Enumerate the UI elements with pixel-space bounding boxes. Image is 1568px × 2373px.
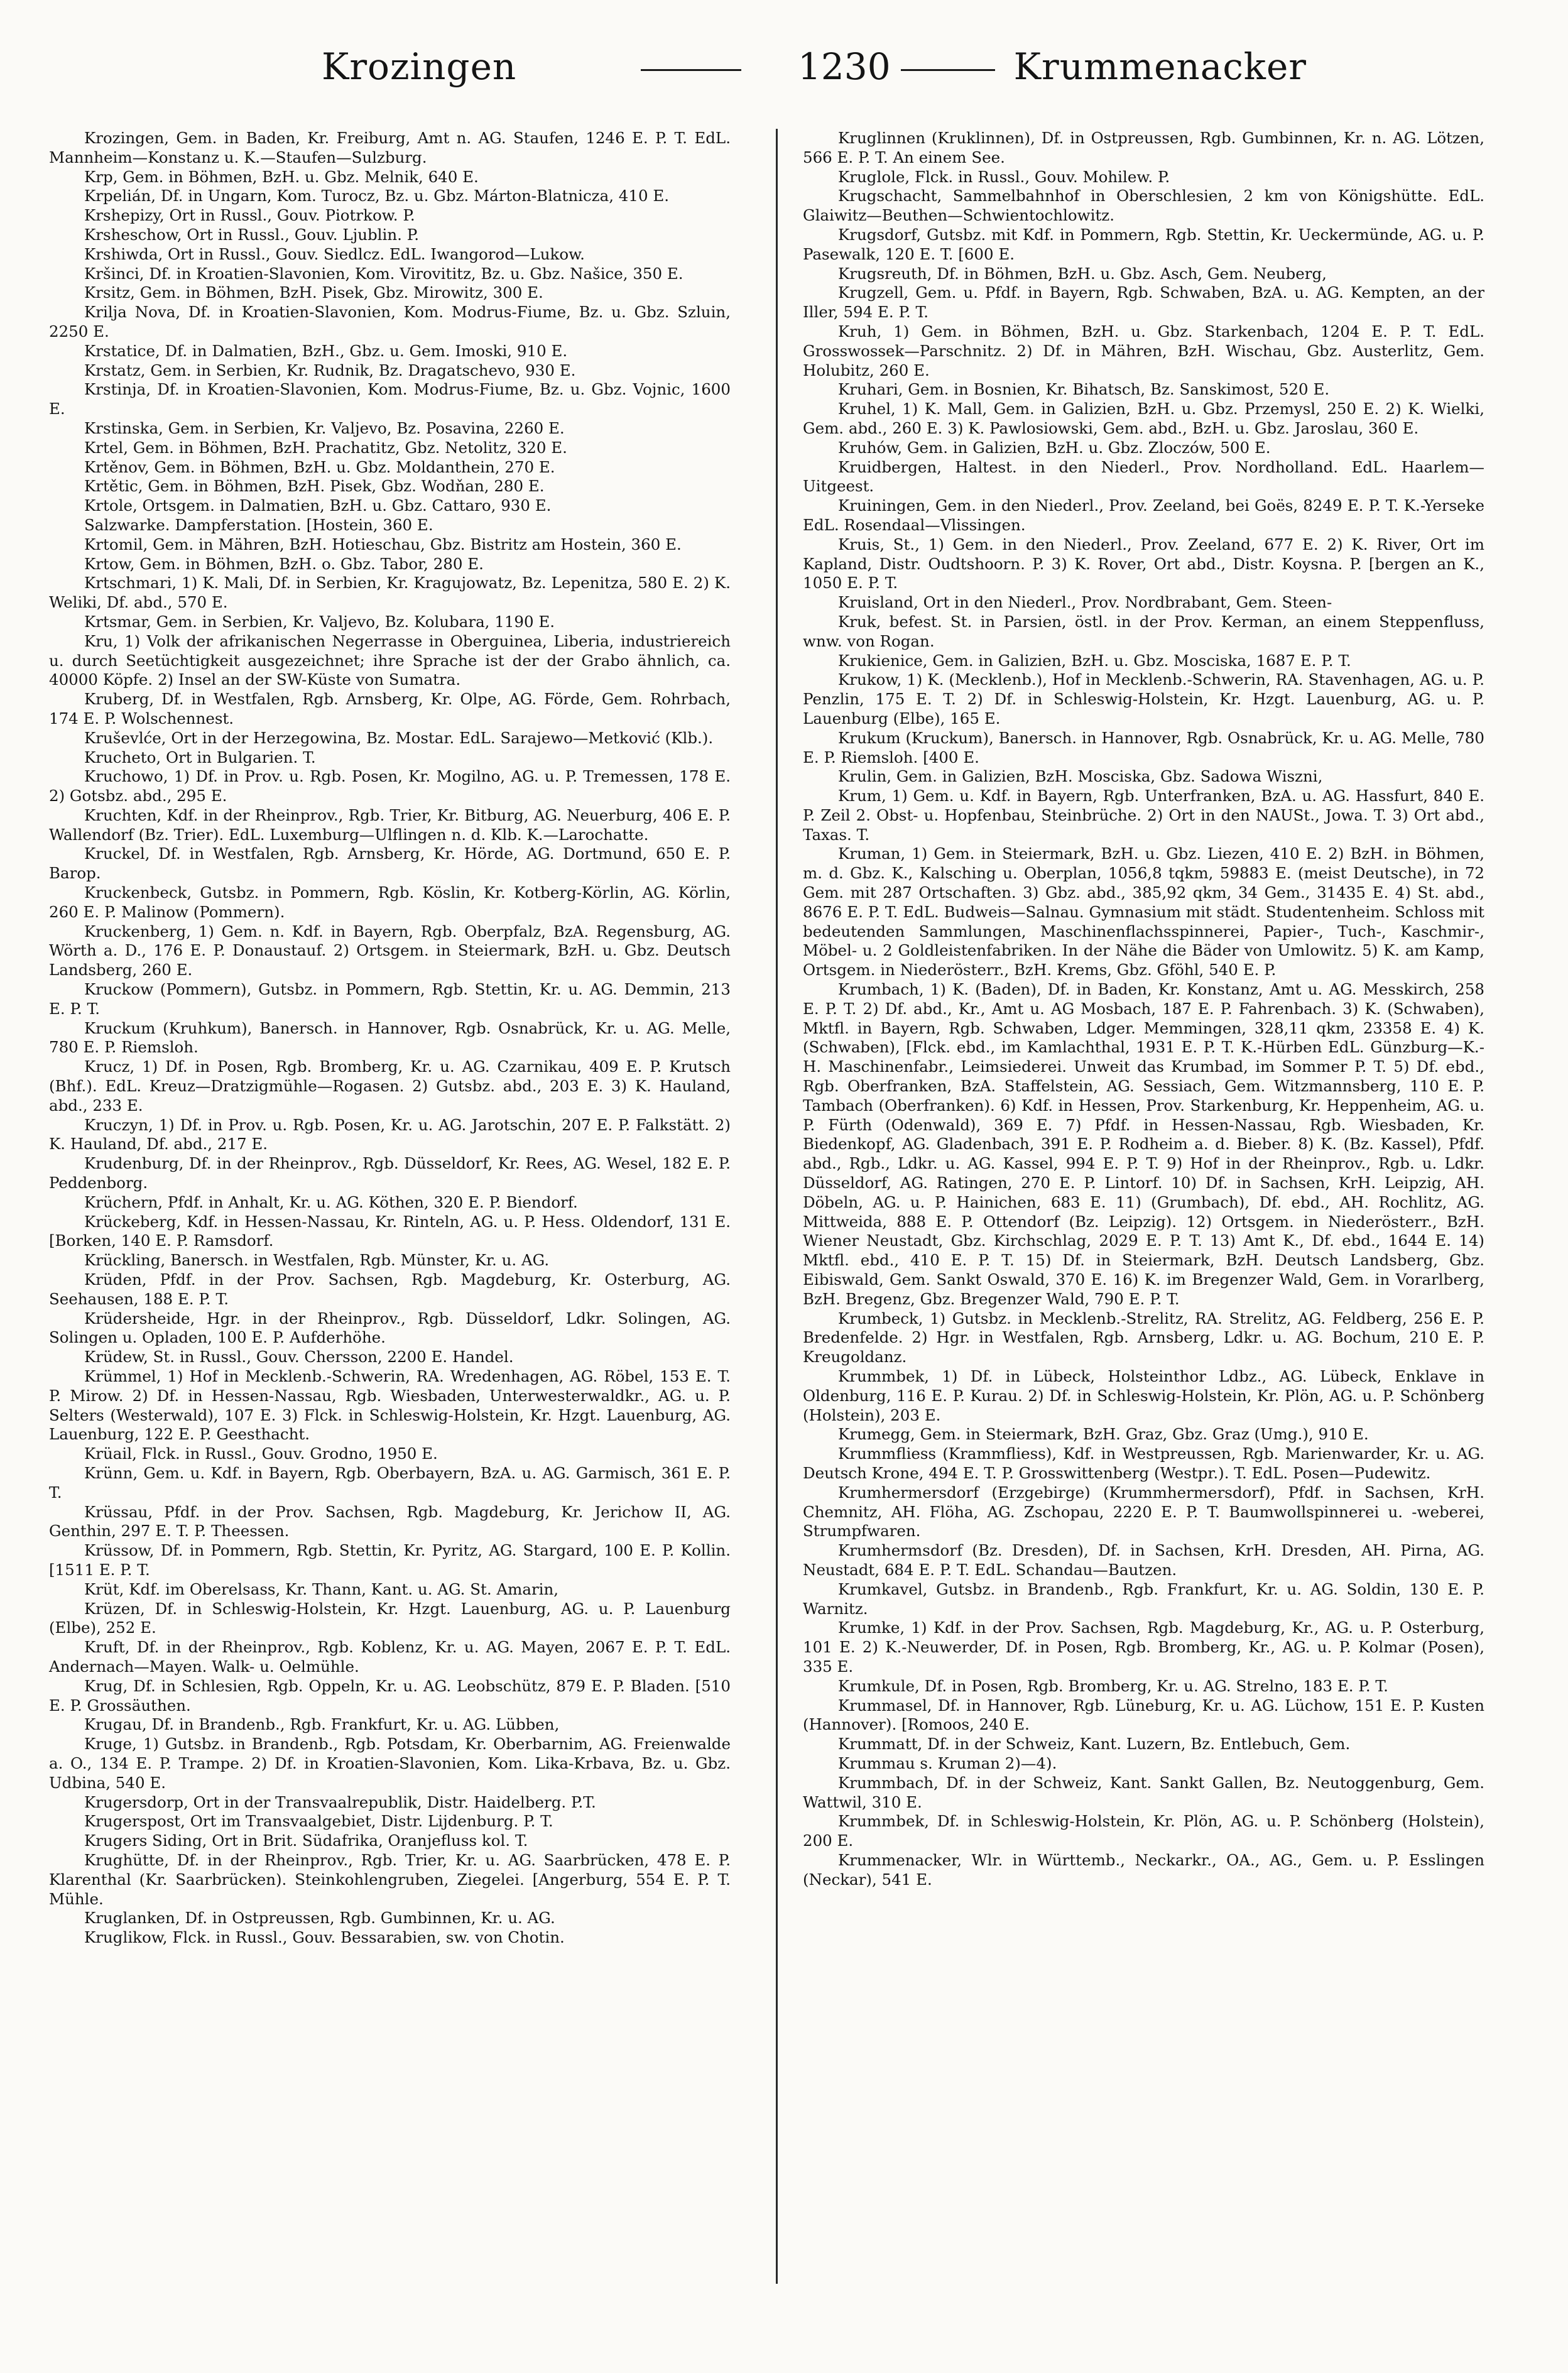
column-divider: [776, 129, 778, 2284]
dictionary-entry: Krstatz, Gem. in Serbien, Kr. Rudnik, Bz. Dragatschevo, 930 E.: [84, 361, 576, 379]
dictionary-entry: Kruiningen, Gem. in den Niederl., Prov. Zeeland, bei Goës, 8249 E. P. T. K.-Yerseke EdL. Rosendaal—Vlissingen.: [803, 496, 1484, 534]
dictionary-entry: Krüdew, St. in Russl., Gouv. Chersson, 2200 E. Handel.: [84, 1348, 514, 1367]
dictionary-entry: Kruglole, Flck. in Russl., Gouv. Mohilew. P.: [838, 167, 1170, 186]
dictionary-entry: Krugau, Df. in Brandenb., Rgb. Frankfurt, Kr. u. AG. Lübben,: [84, 1715, 560, 1734]
dictionary-entry: Krshepizy, Ort in Russl., Gouv. Piotrkow. P.: [84, 206, 415, 225]
dictionary-entry: Krummatt, Df. in der Schweiz, Kant. Luzern, Bz. Entlebuch, Gem.: [838, 1735, 1351, 1754]
dictionary-entry: Kruckow (Pommern), Gutsbz. in Pommern, Rgb. Stettin, Kr. u. AG. Demmin, 213 E. P. T.: [49, 980, 731, 1018]
dictionary-entry: Krüchern, Pfdf. in Anhalt, Kr. u. AG. Köthen, 320 E. P. Biendorf.: [84, 1192, 578, 1211]
dictionary-entry: Kruis, St., 1) Gem. in den Niederl., Prov. Zeeland, 677 E. 2) K. River, Ort im Kapland, Distr. Oudtshoorn. P. 3) K. Rover, Ort abd., Distr. Koysna. P. [bergen an K., 1050 E. P. T.: [803, 535, 1484, 592]
dictionary-entry: Krüssow, Df. in Pommern, Rgb. Stettin, Kr. Pyritz, AG. Stargard, 100 E. P. Kollin. [1511 E. P. T.: [49, 1541, 731, 1579]
dictionary-entry: Krsitz, Gem. in Böhmen, BzH. Pisek, Gbz. Mirowitz, 300 E.: [84, 283, 543, 302]
dictionary-entry: Krumbach, 1) K. (Baden), Df. in Baden, Kr. Konstanz, Amt u. AG. Messkirch, 258 E. P. T. 2) Df. abd., Kr., Amt u. AG Mosbach, 187 E. P. Fahrenbach. 3) K. (Schwaben), Mktfl. in Bayern, Rgb. Schwaben, Ldger. Memmingen, 328,11 qkm, 23358 E. 4) K. (Schwaben), [Flck. ebd., im Kamlachthal, 1931 E. P. T. K.-Hürben EdL. Günzburg—K.-H. Maschinenfabr., Leimsiederei. Unweit das Krumbad, im Sommer P. T. 5) Df. ebd., Rgb. Oberfranken, BzA. Staffelstein, AG. Sessiach, Gem. Witzmannsberg, 110 E. P. Tambach (Oberfranken). 6) Kdf. in Hessen, Prov. Starkenburg, Kr. Heppenheim, AG. u. P. Fürth (Odenwald), 369 E. 7) Pfdf. in Hessen-Nassau, Rgb. Wiesbaden, Kr. Biedenkopf, AG. Gladenbach, 391 E. P. Rodheim a. d. Bieber. 8) K. (Bz. Kassel), Pfdf. abd., Rgb., Ldkr. u. AG. Kassel, 994 E. P. T. 9) Hof in der Rheinprov., Rgb. u. Ldkr. Düsseldorf, AG. Ratingen, 270 E. P. Lintorf. 10) Df. in Sachsen, KrH. Leipzig, AH. Döbeln, AG. u. P. Hainichen, 683 E. 11) (Grumbach), Df. ebd., AH. Rochlitz, AG. Mittweida, 888 E. P. Ottendorf (Bz. Leipzig). 12) Ortsgem. in Niederösterr., BzH. Wiener Neustadt, Gbz. Kirchschlag, 2029 E. P. T. 13) Amt K., Df. ebd., 1644 E. 14) Mktfl. ebd., 410 E. P. T. 15) Df. in Steiermark, BzH. Deutsch Landsberg, Gbz. Eibiswald, Gem. Sankt Oswald, 370 E. 16) K. im Bregenzer Wald, Gem. in Vorarlberg, BzH. Bregenz, Gbz. Bregenzer Wald, 790 E. P. T.: [803, 980, 1484, 1308]
dictionary-entry: Krtěnov, Gem. in Böhmen, BzH. u. Gbz. Moldanthein, 270 E.: [84, 457, 555, 476]
dictionary-entry: Kruhów, Gem. in Galizien, BzH. u. Gbz. Zloczów, 500 E.: [838, 438, 1271, 457]
dictionary-entry: Kruge, 1) Gutsbz. in Brandenb., Rgb. Potsdam, Kr. Oberbarnim, AG. Freienwalde a. O., 134 E. P. Trampe. 2) Df. in Kroatien-Slavonien, Kom. Lika-Krbava, Bz. u. Gbz. Udbina, 540 E.: [49, 1735, 731, 1792]
dictionary-entry: Kruchowo, 1) Df. in Prov. u. Rgb. Posen, Kr. Mogilno, AG. u. P. Tremessen, 178 E. 2) Gotsbz. abd., 295 E.: [49, 767, 731, 805]
dictionary-entry: Kruckenberg, 1) Gem. n. Kdf. in Bayern, Rgb. Oberpfalz, BzA. Regensburg, AG. Wörth a. D., 176 E. P. Donaustauf. 2) Ortsgem. in Steiermark, BzH. u. Gbz. Deutsch Landsberg, 260 E.: [49, 922, 731, 979]
dictionary-entry: Krugerspost, Ort im Transvaalgebiet, Distr. Lijdenburg. P. T.: [84, 1812, 553, 1831]
header-first-entry: Krozingen: [322, 45, 517, 88]
header-dash-left: [641, 69, 741, 71]
dictionary-entry: Kruidbergen, Haltest. in den Niederl., Prov. Nordholland. EdL. Haarlem—Uitgeest.: [803, 457, 1484, 496]
dictionary-entry: Krum, 1) Gem. u. Kdf. in Bayern, Rgb. Unterfranken, BzA. u. AG. Hassfurt, 840 E. P. Zeil 2. Obst- u. Hopfenbau, Steinbrüche. 2) Ort in den NAUSt., Jowa. T. 3) Ort abd., Taxas. T.: [803, 787, 1484, 844]
dictionary-entry: Krugschacht, Sammelbahnhof in Oberschlesien, 2 km von Königshütte. EdL. Glaiwitz—Beuthen—Schwientochlowitz.: [803, 187, 1484, 225]
dictionary-entry: Krummbek, 1) Df. in Lübeck, Holsteinthor Ldbz., AG. Lübeck, Enklave in Oldenburg, 116 E. P. Kurau. 2) Df. in Schleswig-Holstein, Kr. Plön, AG. u. P. Schönberg (Holstein), 203 E.: [803, 1367, 1484, 1424]
dictionary-entry: Krummfliess (Krammfliess), Kdf. in Westpreussen, Rgb. Marienwarder, Kr. u. AG. Deutsch Krone, 494 E. T. P. Grosswittenberg (Westpr.). T. EdL. Posen—Pudewitz.: [803, 1444, 1484, 1482]
dictionary-entry: Kruckel, Df. in Westfalen, Rgb. Arnsberg, Kr. Hörde, AG. Dortmund, 650 E. P. Barop.: [49, 844, 731, 883]
dictionary-entry: Krummau s. Kruman 2)—4).: [838, 1754, 1057, 1772]
dictionary-entry: Krümmel, 1) Hof in Mecklenb.-Schwerin, RA. Wredenhagen, AG. Röbel, 153 E. T. P. Mirow. 2) Df. in Hessen-Nassau, Rgb. Wiesbaden, Unterwesterwaldkr., AG. u. P. Selters (Westerwald), 107 E. 3) Flck. in Schleswig-Holstein, Kr. Hzgt. Lauenburg, AG. Lauenburg, 122 E. P. Geesthacht.: [49, 1367, 731, 1444]
header-last-entry: Krummenacker: [1013, 45, 1307, 88]
dictionary-entry: Kruševlće, Ort in der Herzegowina, Bz. Mostar. EdL. Sarajewo—Metković (Klb.).: [84, 728, 714, 747]
dictionary-entry: Krug, Df. in Schlesien, Rgb. Oppeln, Kr. u. AG. Leobschütz, 879 E. P. Bladen. [510 E. P. Grossäuthen.: [49, 1676, 731, 1715]
dictionary-entry: Krumhermersdorf (Erzgebirge) (Krummhermersdorf), Pfdf. in Sachsen, KrH. Chemnitz, AH. Flöha, AG. Zschopau, 2220 E. P. T. Baumwollspinnerei u. -weberei, Strumpfwaren.: [803, 1483, 1484, 1541]
dictionary-entry: Krugzell, Gem. u. Pfdf. in Bayern, Rgb. Schwaben, BzA. u. AG. Kempten, an der Iller, 594 E. P. T.: [803, 283, 1484, 322]
dictionary-entry: Krtel, Gem. in Böhmen, BzH. Prachatitz, Gbz. Netolitz, 320 E.: [84, 438, 567, 457]
dictionary-entry: Krstatice, Df. in Dalmatien, BzH., Gbz. u. Gem. Imoski, 910 E.: [84, 341, 568, 360]
dictionary-entry: Krudenburg, Df. in der Rheinprov., Rgb. Düsseldorf, Kr. Rees, AG. Wesel, 182 E. P. Peddenborg.: [49, 1154, 731, 1192]
dictionary-entry: Krukienice, Gem. in Galizien, BzH. u. Gbz. Mosciska, 1687 E. P. T.: [838, 651, 1351, 670]
dictionary-entry: Kruglanken, Df. in Ostpreussen, Rgb. Gumbinnen, Kr. u. AG.: [84, 1909, 555, 1928]
dictionary-entry: Kršinci, Df. in Kroatien-Slavonien, Kom. Virovititz, Bz. u. Gbz. Našice, 350 E.: [84, 264, 683, 283]
dictionary-entry: Krtětic, Gem. in Böhmen, BzH. Pisek, Gbz. Wodňan, 280 E.: [84, 477, 545, 496]
dictionary-entry: Krumkule, Df. in Posen, Rgb. Bromberg, Kr. u. AG. Strelno, 183 E. P. T.: [838, 1676, 1388, 1695]
dictionary-entry: Kruh, 1) Gem. in Böhmen, BzH. u. Gbz. Starkenbach, 1204 E. P. T. EdL. Grosswossek—Parschnitz. 2) Df. in Mähren, BzH. Wischau, Gbz. Austerlitz, Gem. Holubitz, 260 E.: [803, 322, 1484, 379]
dictionary-entry: Krucheto, Ort in Bulgarien. T.: [84, 748, 316, 766]
page-header: [75, 45, 1493, 102]
dictionary-entry: Krüzen, Df. in Schleswig-Holstein, Kr. Hzgt. Lauenburg, AG. u. P. Lauenburg (Elbe), 252 E.: [49, 1599, 731, 1637]
dictionary-entry: Krüdersheide, Hgr. in der Rheinprov., Rgb. Düsseldorf, Ldkr. Solingen, AG. Solingen u. Opladen, 100 E. P. Aufderhöhe.: [49, 1309, 731, 1347]
dictionary-entry: Krumkavel, Gutsbz. in Brandenb., Rgb. Frankfurt, Kr. u. AG. Soldin, 130 E. P. Warnitz.: [803, 1579, 1484, 1618]
dictionary-entry: Krugersdorp, Ort in der Transvaalrepublik, Distr. Haidelberg. P.T.: [84, 1792, 596, 1811]
dictionary-entry: Kruglinnen (Kruklinnen), Df. in Ostpreussen, Rgb. Gumbinnen, Kr. n. AG. Lötzen, 566 E. P. T. An einem See.: [803, 129, 1484, 166]
dictionary-entry: Krozingen, Gem. in Baden, Kr. Freiburg, Amt n. AG. Staufen, 1246 E. P. T. EdL. Mannheim—Konstanz u. K.—Staufen—Sulzburg.: [49, 129, 731, 166]
page-number: 1230: [798, 45, 891, 88]
dictionary-entry: Salzwarke. Dampferstation. [Hostein, 360 E.: [84, 515, 433, 534]
dictionary-entry: Krpelián, Df. in Ungarn, Kom. Turocz, Bz. u. Gbz. Márton-Blatnicza, 410 E.: [84, 187, 669, 205]
dictionary-entry: Krummbach, Df. in der Schweiz, Kant. Sankt Gallen, Bz. Neutoggenburg, Gem. Wattwil, 310 E.: [803, 1773, 1484, 1811]
dictionary-entry: Krugers Siding, Ort in Brit. Südafrika, Oranjefluss kol. T.: [84, 1831, 528, 1850]
dictionary-entry: Krumegg, Gem. in Steiermark, BzH. Graz, Gbz. Graz (Umg.), 910 E.: [838, 1425, 1369, 1444]
dictionary-entry: Krilja Nova, Df. in Kroatien-Slavonien, Kom. Modrus-Fiume, Bz. u. Gbz. Szluin, 2250 E.: [49, 303, 731, 341]
header-dash-right: [901, 69, 995, 71]
dictionary-entry: Krugsdorf, Gutsbz. mit Kdf. in Pommern, Rgb. Stettin, Kr. Ueckermünde, AG. u. P. Pasewalk, 120 E. T. [600 E.: [803, 225, 1484, 263]
dictionary-entry: Kruisland, Ort in den Niederl., Prov. Nordbrabant, Gem. Steen-: [838, 593, 1332, 612]
dictionary-entry: Kru, 1) Volk der afrikanischen Negerrasse in Oberguinea, Liberia, industriereich u. durch Seetüchtigkeit ausgezeichnet; ihre Sprache ist der der Grabo ähnlich, ca. 40000 Köpfe. 2) Insel an der SW-Küste von Sumatra.: [49, 631, 731, 689]
dictionary-entry: Krp, Gem. in Böhmen, BzH. u. Gbz. Melnik, 640 E.: [84, 167, 479, 186]
dictionary-entry: Krtow, Gem. in Böhmen, BzH. o. Gbz. Tabor, 280 E.: [84, 554, 484, 573]
right-column: [803, 129, 1484, 1890]
dictionary-entry: Krukum (Kruckum), Banersch. in Hannover, Rgb. Osnabrück, Kr. u. AG. Melle, 780 E. P. Riemsloh. [400 E.: [803, 728, 1484, 766]
dictionary-entry: Kruhari, Gem. in Bosnien, Kr. Bihatsch, Bz. Sanskimost, 520 E.: [838, 380, 1330, 399]
dictionary-entry: Krückling, Banersch. in Westfalen, Rgb. Münster, Kr. u. AG.: [84, 1251, 550, 1270]
dictionary-entry: Krummbek, Df. in Schleswig-Holstein, Kr. Plön, AG. u. P. Schönberg (Holstein), 200 E.: [803, 1812, 1484, 1850]
dictionary-entry: Kruglikow, Flck. in Russl., Gouv. Bessarabien, sw. von Chotin.: [84, 1928, 565, 1947]
dictionary-entry: Kruman, 1) Gem. in Steiermark, BzH. u. Gbz. Liezen, 410 E. 2) BzH. in Böhmen, m. d. Gbz. K., Kalsching u. Oberplan, 1056,8 tqkm, 59883 E. (meist Deutsche), in 72 Gem. mit 287 Ortschaften. 3) Gbz. abd., 385,92 qkm, 34 Gem., 31435 E. 4) St. abd., 8676 E. P. T. EdL. Budweis—Salnau. Gymnasium mit städt. Studentenheim. Schloss mit bedeutenden Sammlungen, Maschinenflachsspinnerei, Papier-, Tuch-, Kaschmir-, Möbel- u. 2 Goldleistenfabriken. In der Nähe die Bäder von Umlowitz. 5) K. am Kamp, Ortsgem. in Niederösterr., BzH. Krems, Gbz. Gföhl, 540 E. P.: [803, 844, 1484, 979]
dictionary-entry: Krucz, 1) Df. in Posen, Rgb. Bromberg, Kr. u. AG. Czarnikau, 409 E. P. Krutsch (Bhf.). EdL. Kreuz—Dratzigmühle—Rogasen. 2) Gutsbz. abd., 203 E. 3) K. Hauland, abd., 233 E.: [49, 1057, 731, 1115]
dictionary-entry: Kruhel, 1) K. Mall, Gem. in Galizien, BzH. u. Gbz. Przemysl, 250 E. 2) K. Wielki, Gem. abd., 260 E. 3) K. Pawlosiowski, Gem. abd., BzH. u. Gbz. Jaroslau, 360 E.: [803, 400, 1484, 437]
dictionary-entry: Kruft, Df. in der Rheinprov., Rgb. Koblenz, Kr. u. AG. Mayen, 2067 E. P. T. EdL. Andernach—Mayen. Walk- u. Oelmühle.: [49, 1638, 731, 1676]
dictionary-entry: Krstinska, Gem. in Serbien, Kr. Valjevo, Bz. Posavina, 2260 E.: [84, 418, 565, 437]
dictionary-entry: Kruk, befest. St. in Parsien, östl. in der Prov. Kerman, an einem Steppenfluss, wnw. von Rogan.: [803, 612, 1484, 650]
left-column: [49, 129, 731, 1948]
dictionary-entry: Kruckenbeck, Gutsbz. in Pommern, Rgb. Köslin, Kr. Kotberg-Körlin, AG. Körlin, 260 E. P. Malinow (Pommern).: [49, 883, 731, 921]
dictionary-entry: Krughütte, Df. in der Rheinprov., Rgb. Trier, Kr. u. AG. Saarbrücken, 478 E. P. Klarenthal (Kr. Saarbrücken). Steinkohlengruben, Ziegelei. [Angerburg, 554 E. P. T. Mühle.: [49, 1850, 731, 1908]
dictionary-entry: Krtschmari, 1) K. Mali, Df. in Serbien, Kr. Kragujowatz, Bz. Lepenitza, 580 E. 2) K. Weliki, Df. abd., 570 E.: [49, 574, 731, 612]
dictionary-entry: Krumbeck, 1) Gutsbz. in Mecklenb.-Strelitz, RA. Strelitz, AG. Feldberg, 256 E. P. Bredenfelde. 2) Hgr. in Westfalen, Rgb. Arnsberg, Ldkr. u. AG. Bochum, 210 E. P. Kreugoldanz.: [803, 1309, 1484, 1367]
dictionary-entry: Krummasel, Df. in Hannover, Rgb. Lüneburg, Kr. u. AG. Lüchow, 151 E. P. Kusten (Hannover). [Romoos, 240 E.: [803, 1696, 1484, 1734]
dictionary-entry: Krtsmar, Gem. in Serbien, Kr. Valjevo, Bz. Kolubara, 1190 E.: [84, 612, 555, 631]
dictionary-entry: Krüt, Kdf. im Oberelsass, Kr. Thann, Kant. u. AG. St. Amarin,: [84, 1579, 559, 1598]
dictionary-entry: Krtole, Ortsgem. in Dalmatien, BzH. u. Gbz. Cattaro, 930 E.: [84, 496, 552, 515]
dictionary-entry: Kruckum (Kruhkum), Banersch. in Hannover, Rgb. Osnabrück, Kr. u. AG. Melle, 780 E. P. Riemsloh.: [49, 1018, 731, 1057]
dictionary-entry: Krummenacker, Wlr. in Württemb., Neckarkr., OA., AG., Gem. u. P. Esslingen (Neckar), 541 E.: [803, 1850, 1484, 1889]
dictionary-entry: Krulin, Gem. in Galizien, BzH. Mosciska, Gbz. Sadowa Wiszni,: [838, 767, 1323, 786]
dictionary-entry: Kruczyn, 1) Df. in Prov. u. Rgb. Posen, Kr. u. AG. Jarotschin, 207 E. P. Falkstätt. 2) K. Hauland, Df. abd., 217 E.: [49, 1115, 731, 1154]
dictionary-entry: Krukow, 1) K. (Mecklenb.), Hof in Mecklenb.-Schwerin, RA. Stavenhagen, AG. u. P. Penzlin, 175 E. T. 2) Df. in Schleswig-Holstein, Kr. Hzgt. Lauenburg, AG. u. P. Lauenburg (Elbe), 165 E.: [803, 670, 1484, 728]
dictionary-entry: Krsheschow, Ort in Russl., Gouv. Ljublin. P.: [84, 225, 420, 244]
dictionary-entry: Krumhermsdorf (Bz. Dresden), Df. in Sachsen, KrH. Dresden, AH. Pirna, AG. Neustadt, 684 E. P. T. EdL. Schandau—Bautzen.: [803, 1541, 1484, 1579]
dictionary-entry: Kruchten, Kdf. in der Rheinprov., Rgb. Trier, Kr. Bitburg, AG. Neuerburg, 406 E. P. Wallendorf (Bz. Trier). EdL. Luxemburg—Ulflingen n. d. Klb. K.—Larochatte.: [49, 805, 731, 844]
dictionary-entry: Krumke, 1) Kdf. in der Prov. Sachsen, Rgb. Magdeburg, Kr., AG. u. P. Osterburg, 101 E. 2) K.-Neuwerder, Df. in Posen, Rgb. Bromberg, Kr., AG. u. P. Kolmar (Posen), 335 E.: [803, 1618, 1484, 1676]
dictionary-entry: Krugsreuth, Df. in Böhmen, BzH. u. Gbz. Asch, Gem. Neuberg,: [838, 264, 1327, 283]
dictionary-entry: Krshiwda, Ort in Russl., Gouv. Siedlcz. EdL. Iwangorod—Lukow.: [84, 244, 585, 263]
dictionary-entry: Krstinja, Df. in Kroatien-Slavonien, Kom. Modrus-Fiume, Bz. u. Gbz. Vojnic, 1600 E.: [49, 380, 731, 418]
dictionary-entry: Krüail, Flck. in Russl., Gouv. Grodno, 1950 E.: [84, 1444, 438, 1463]
dictionary-entry: Kruberg, Df. in Westfalen, Rgb. Arnsberg, Kr. Olpe, AG. Förde, Gem. Rohrbach, 174 E. P. Wolschennest.: [49, 690, 731, 728]
dictionary-entry: Krünn, Gem. u. Kdf. in Bayern, Rgb. Oberbayern, BzA. u. AG. Garmisch, 361 E. P. T.: [49, 1463, 731, 1502]
dictionary-entry: Krückeberg, Kdf. in Hessen-Nassau, Kr. Rinteln, AG. u. P. Hess. Oldendorf, 131 E. [Borken, 140 E. P. Ramsdorf.: [49, 1212, 731, 1250]
dictionary-entry: Krtomil, Gem. in Mähren, BzH. Hotieschau, Gbz. Bistritz am Hostein, 360 E.: [84, 535, 682, 554]
dictionary-entry: Krüssau, Pfdf. in der Prov. Sachsen, Rgb. Magdeburg, Kr. Jerichow II, AG. Genthin, 297 E. T. P. Theessen.: [49, 1502, 731, 1541]
dictionary-entry: Krüden, Pfdf. in der Prov. Sachsen, Rgb. Magdeburg, Kr. Osterburg, AG. Seehausen, 188 E. P. T.: [49, 1270, 731, 1308]
